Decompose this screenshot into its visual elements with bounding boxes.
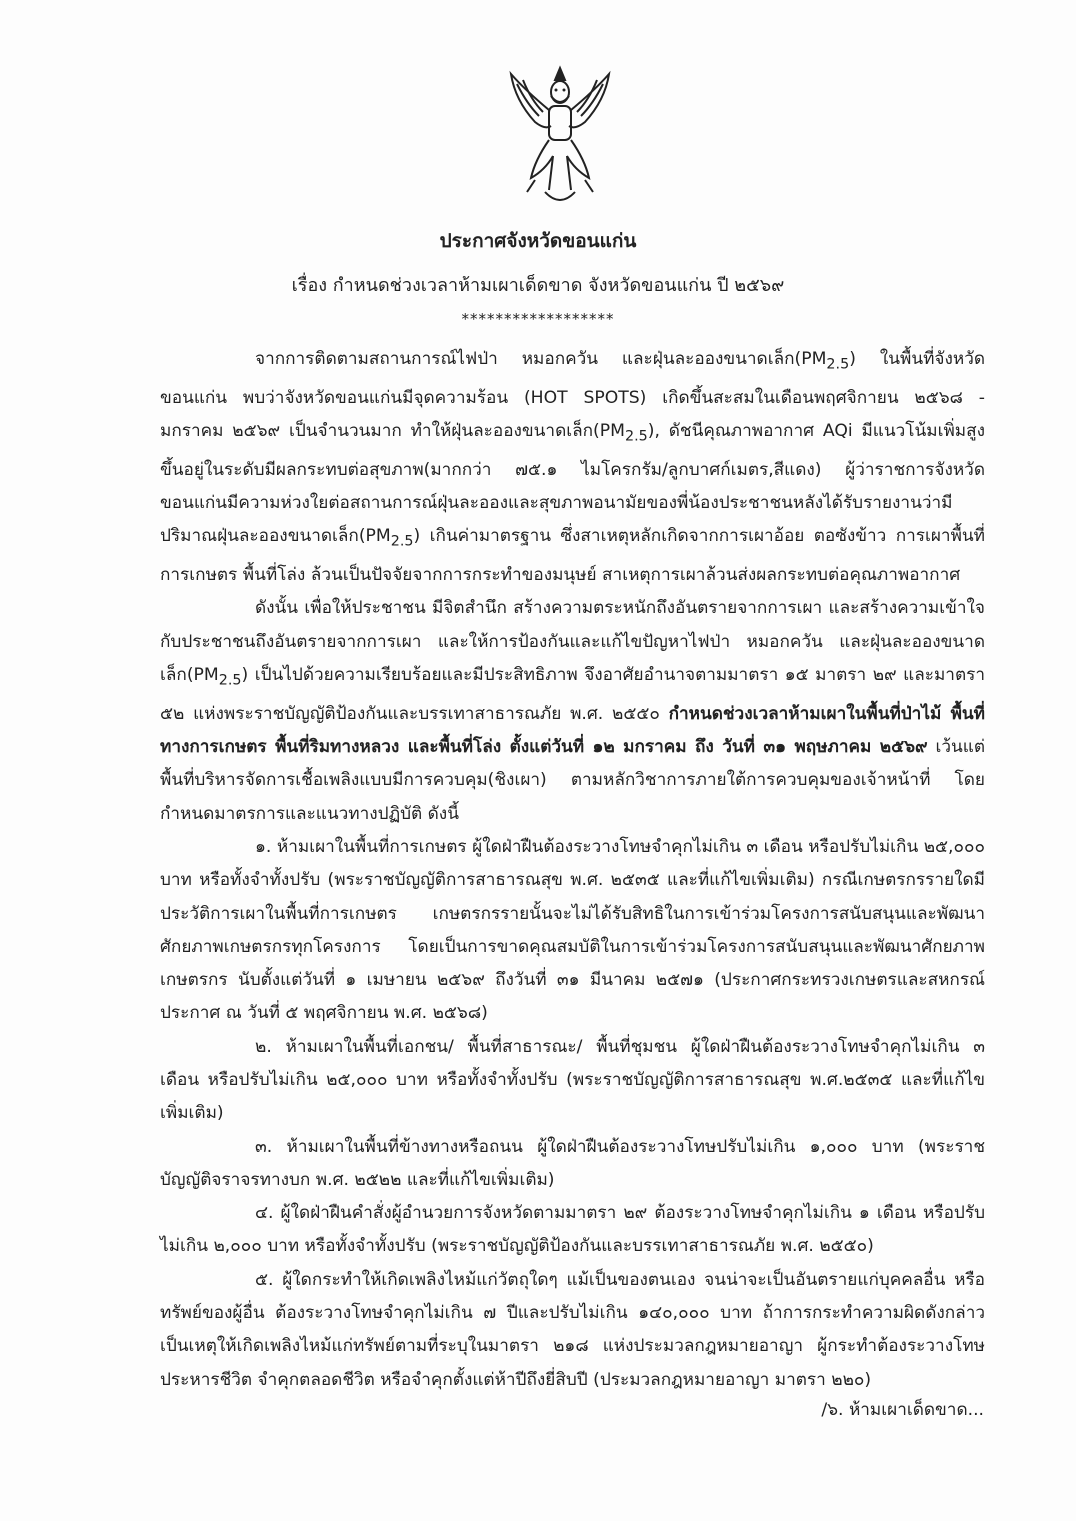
list-item-2: ๒. ห้ามเผาในพื้นที่เอกชน/ พื้นที่สาธารณะ/ พื้นที่ชุมชน ผู้ใดฝ่าฝืนต้องระวางโทษจำคุกไม่เกิน ๓ เดือน หรือปรับไม่เกิน ๒๕,๐๐๐ บาท หรือทั้งจำทั้งปรับ (พระราชบัญญัติการสาธารณสุข พ.ศ.๒๕๓๕ และที่แก้ไขเพิ่มเติม) [160,1036,985,1124]
announcement-body [160,343,985,1397]
separator-stars: ****************** [461,310,615,328]
announcement-subject: เรื่อง กำหนดช่วงเวลาห้ามเผาเด็ดขาด จังหวัดขอนแก่น ปี ๒๕๖๙ [291,275,785,296]
continuation-note: /๖. ห้ามเผาเด็ดขาด... [821,1400,984,1420]
garuda-emblem-icon [505,60,615,210]
list-item-3: ๓. ห้ามเผาในพื้นที่ข้างทางหรือถนน ผู้ใดฝ่าฝืนต้องระวางโทษปรับไม่เกิน ๑,๐๐๐ บาท (พระราชบัญญัติจราจรทางบก พ.ศ. ๒๕๒๒ และที่แก้ไขเพิ่มเติม) [160,1136,985,1190]
paragraph-intro: จากการติดตามสถานการณ์ไฟป่า หมอกควัน และฝุ่นละอองขนาดเล็ก$(PM_{2.5})$ ในพื้นที่จังหวัดขอนแก่น พบว่าจังหวัดขอนแก่นมีจุดความร้อน (HOT SPOTS) เกิดขึ้นสะสมในเดือนพฤศจิกายน ๒๕๖๘ - มกราคม ๒๕๖๙ เป็นจำนวนมาก ทำให้ฝุ่นละอองขนาดเล็ก$(PM_{2.5})$, ดัชนีคุณภาพอากาศ AQi มีแนวโน้มเพิ่มสูงขึ้นอยู่ในระดับมีผลกระทบต่อสุขภาพ(มากกว่า ๗๕.๑ ไมโครกรัม/ลูกบาศก์เมตร,สีแดง) ผู้ว่าราชการจังหวัดขอนแก่นมีความห่วงใยต่อสถานการณ์ฝุ่นละอองและสุขภาพอนามัยของพี่น้องประชาชนหลังได้รับรายงานว่ามีปริมาณฝุ่นละอองขนาดเล็ก$(PM_{2.5})$ เกินค่ามาตรฐาน ซึ่งสาเหตุหลักเกิดจากการเผาอ้อย ตอซังข้าว การเผาพื้นที่การเกษตร พื้นที่โล่ง ล้วนเป็นปัจจัยจากการกระทำของมนุษย์ สาเหตุการเผาล้วนส่งผลกระทบต่อคุณภาพอากาศ [160,349,986,586]
list-item-5: ๕. ผู้ใดกระทำให้เกิดเพลิงไหม้แก่วัตถุใดๆ แม้เป็นของตนเอง จนน่าจะเป็นอันตรายแก่บุคคลอื่น หรือทรัพย์ของผู้อื่น ต้องระวางโทษจำคุกไม่เกิน ๗ ปีและปรับไม่เกิน ๑๔๐,๐๐๐ บาท ถ้าการกระทำความผิดดังกล่าว เป็นเหตุให้เกิดเพลิงไหม้แก่ทรัพย์ตามที่ระบุในมาตรา ๒๑๘ แห่งประมวลกฎหมายอาญา ผู้กระทำต้องระวางโทษประหารชีวิต จำคุกตลอดชีวิต หรือจำคุกตั้งแต่ห้าปีถึงยี่สิบปี (ประมวลกฎหมายอาญา มาตรา ๒๒๐) [160,1269,985,1390]
announcement-title: ประกาศจังหวัดขอนแก่น [439,230,637,252]
list-item-4: ๔. ผู้ใดฝ่าฝืนคำสั่งผู้อำนวยการจังหวัดตามมาตรา ๒๙ ต้องระวางโทษจำคุกไม่เกิน ๑ เดือน หรือปรับไม่เกิน ๒,๐๐๐ บาท หรือทั้งจำทั้งปรับ (พระราชบัญญัติป้องกันและบรรเทาสาธารณภัย พ.ศ. ๒๕๕๐) [160,1203,985,1257]
paragraph-order: ดังนั้น เพื่อให้ประชาชน มีจิตสำนึก สร้างความตระหนักถึงอันตรายจากการเผา และสร้างความเข้าใจกับประชาชนถึงอันตรายจากการเผา และให้การป้องกันและแก้ไขปัญหาไฟป่า หมอกควัน และฝุ่นละอองขนาดเล็ก$(PM_{2.5})$ เป็นไปด้วยความเรียบร้อยและมีประสิทธิภาพ จึงอาศัยอำนาจตามมาตรา ๑๕ มาตรา ๒๙ และมาตรา ๕๒ แห่งพระราชบัญญัติป้องกันและบรรเทาสาธารณภัย พ.ศ. ๒๕๕๐ กำหนดช่วงเวลาห้ามเผาในพื้นที่ป่าไม้ พื้นที่ทางการเกษตร พื้นที่ริมทางหลวง และพื้นที่โล่ง ตั้งแต่วันที่ ๑๒ มกราคม ถึง วันที่ ๓๑ พฤษภาคม ๒๕๖๙ เว้นแต่พื้นที่บริหารจัดการเชื้อเพลิงแบบมีการควบคุม(ชิงเผา) ตามหลักวิชาการภายใต้การควบคุมของเจ้าหน้าที่ โดยกำหนดมาตรการและแนวทางปฏิบัติ ดังนี้ [160,598,985,824]
bold-prohibition-period: กำหนดช่วงเวลาห้ามเผาในพื้นที่ป่าไม้ พื้นที่ทางการเกษตร พื้นที่ริมทางหลวง และพื้นที่โล่ง ตั้งแต่วันที่ ๑๒ มกราคม ถึง วันที่ ๓๑ พฤษภาคม ๒๕๖๙ [160,703,985,758]
list-item-1: ๑. ห้ามเผาในพื้นที่การเกษตร ผู้ใดฝ่าฝืนต้องระวางโทษจำคุกไม่เกิน ๓ เดือน หรือปรับไม่เกิน ๒๕,๐๐๐ บาท หรือทั้งจำทั้งปรับ (พระราชบัญญัติการสาธารณสุข พ.ศ. ๒๕๓๕ และที่แก้ไขเพิ่มเติม) กรณีเกษตรกรรายใดมีประวัติการเผาในพื้นที่การเกษตร เกษตรกรรายนั้นจะไม่ได้รับสิทธิในการเข้าร่วมโครงการสนับสนุนและพัฒนาศักยภาพเกษตรกรทุกโครงการ โดยเป็นการขาดคุณสมบัติในการเข้าร่วมโครงการสนับสนุนและพัฒนาศักยภาพเกษตรกร นับตั้งแต่วันที่ ๑ เมษายน ๒๕๖๙ ถึงวันที่ ๓๑ มีนาคม ๒๕๗๑ (ประกาศกระทรวงเกษตรและสหกรณ์ ประกาศ ณ วันที่ ๕ พฤศจิกายน พ.ศ. ๒๕๖๘) [160,836,985,1024]
